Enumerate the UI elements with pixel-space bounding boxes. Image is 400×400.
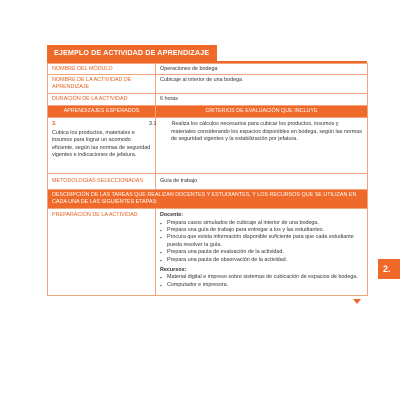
row-aprendizaje-criterio	[48, 118, 368, 174]
aprendizaje-cell	[48, 118, 156, 174]
docente-heading: Docente:	[160, 212, 184, 219]
activity-table	[47, 63, 368, 296]
metodologias-label: METODOLOGÍAS SELECCIONADAS	[48, 173, 156, 189]
triangle-down-icon	[353, 299, 361, 304]
preparacion-label: PREPARACIÓN DE LA ACTIVIDAD	[48, 209, 156, 296]
list-item: ▪ Prepara una guía de trabajo para entregar a los y las estudiantes.	[160, 227, 363, 234]
metodologias-value: Guía de trabajo	[156, 173, 368, 189]
activity-sheet	[47, 42, 367, 296]
criterio-number: 3.1	[149, 121, 157, 128]
list-item: ▪ Procura que exista información disponible suficiente para que cada estudiante pueda resolver la guía.	[160, 234, 363, 249]
header-row	[48, 105, 368, 118]
modulo-value: Operaciones de bodega	[156, 64, 368, 75]
list-item: ▪ Prepara una pauta de observación de la actividad.	[160, 257, 363, 264]
page-section-tab: 2.	[378, 259, 400, 279]
aprendizajes-header: APRENDIZAJES ESPERADOS	[48, 105, 156, 118]
actividad-label: NOMBRE DE LA ACTIVIDAD DE APRENDIZAJE	[48, 75, 156, 94]
aprendizaje-text: Cubica los productos, materiales e insumos para lograr un acomodo eficiente, según las normas de seguridad vigentes e indicaciones de jefatura.	[52, 129, 151, 159]
criterio-text: Realiza los cálculos necesarios para cubicar los productos, insumos y materiales considerando los espacios disponibles en bodega, según las normas de seguridad vigentes y la estabilización por jefatura.	[171, 121, 362, 143]
preparacion-content	[156, 209, 368, 296]
criterio-cell	[149, 118, 368, 174]
row-preparacion	[48, 209, 368, 296]
row-duracion	[48, 94, 368, 105]
recursos-heading: Recursos:	[160, 266, 187, 273]
recursos-list	[160, 274, 363, 289]
list-item: ▪ Prepara casos simulados de cubicaje al interior de una bodega.	[160, 220, 363, 227]
row-descripcion	[48, 190, 368, 209]
row-metodologias	[48, 173, 368, 189]
list-item: ▪ Material digital e impreso sobre sistemas de cubicación de espacios de bodega.	[160, 274, 363, 281]
row-modulo	[48, 64, 368, 75]
aprendizaje-number: 3.	[52, 121, 57, 128]
duracion-value: 6 horas	[156, 94, 368, 105]
list-item: ▪ Computador e impresora.	[160, 282, 363, 289]
docente-list	[160, 220, 363, 264]
duracion-label: DURACIÓN DE LA ACTIVIDAD	[48, 94, 156, 105]
descripcion-header: DESCRIPCIÓN DE LAS TAREAS QUE REALIZAN DOCENTES Y ESTUDIANTES, Y LOS RECURSOS QUE SE UTILIZAN EN CADA UNA DE LAS SIGUIENTES ETAPAS:	[48, 190, 368, 209]
modulo-label: NOMBRE DEL MÓDULO	[48, 64, 156, 75]
row-actividad	[48, 75, 368, 94]
criterio-item	[149, 121, 363, 143]
page-title: EJEMPLO DE ACTIVIDAD DE APRENDIZAJE	[47, 45, 217, 61]
actividad-value: Cubicaje al interior de una bodega	[156, 75, 368, 94]
list-item: ▪ Prepara una pauta de evaluación de la actividad.	[160, 249, 363, 256]
criterios-header: CRITERIOS DE EVALUACIÓN QUE INCLUYE	[156, 105, 368, 118]
